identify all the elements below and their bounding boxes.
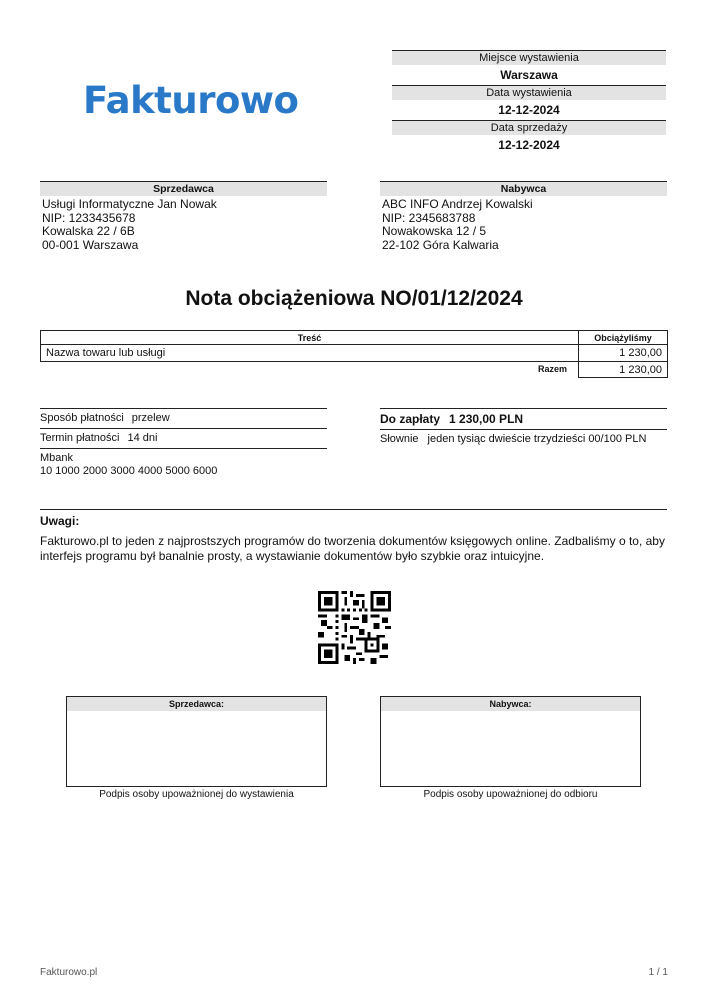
amount-words-row [380,429,667,449]
buyer-header: Nabywca [380,181,667,196]
items-table [40,330,668,362]
seller-name: Usługi Informatyczne Jan Nowak [42,197,217,211]
seller-street: Kowalska 22 / 6B [42,224,135,238]
buyer-street: Nowakowska 12 / 5 [382,224,487,238]
buyer-signature-header: Nabywca: [381,697,640,711]
payment-block [40,408,327,478]
seller-signature-header: Sprzedawca: [67,697,326,711]
seller-nip: NIP: 1233435678 [42,210,136,225]
footer-site: Fakturowo.pl [40,967,98,978]
item-amount: 1 230,00 [579,345,668,362]
payment-method-value: przelew [131,412,170,424]
footer-page-number: 1 / 1 [648,967,668,978]
total-label: Razem [537,364,567,374]
seller-signature-caption: Podpis osoby upoważnionej do wystawienia [99,789,294,800]
seller-header: Sprzedawca [40,181,327,196]
total-row [40,362,668,380]
sale-date-value: 12-12-2024 [498,138,560,152]
amount-due-block [380,408,667,449]
buyer-signature-box [380,696,641,787]
amount-due-row [380,408,667,429]
payment-method-row [40,408,327,428]
document-title: Nota obciążeniowa NO/01/12/2024 [185,287,523,310]
total-value: 1 230,00 [578,362,668,378]
issue-place-value: Warszawa [500,68,558,82]
issue-date-label: Data wystawienia [392,85,666,100]
col-content-header: Treść [41,331,579,345]
payment-method-label: Sposób płatności [40,412,124,424]
sale-date-label: Data sprzedaży [392,120,666,135]
buyer-name: ABC INFO Andrzej Kowalski [382,197,533,211]
notes-text: Fakturowo.pl to jeden z najprostszych programów do tworzenia dokumentów księgowych online. Zadbaliśmy o to, aby interfejs programu był banalnie prosty, a wystawianie dokumentów było szybkie oraz intuicyjne. [40,534,665,563]
buyer-city: 22-102 Góra Kalwaria [382,237,499,252]
bank-name: Mbank [40,452,74,464]
qr-code-icon [318,591,391,664]
buyer-signature-caption: Podpis osoby upoważnionej do odbioru [423,789,598,800]
seller-block [40,181,327,252]
notes-header: Uwagi: [40,514,80,528]
bank-block [40,448,327,478]
bank-account: 10 1000 2000 3000 4000 5000 6000 [40,465,218,477]
amount-due-value: 1 230,00 PLN [449,412,524,426]
document-meta [392,50,666,155]
seller-city: 00-001 Warszawa [42,237,139,252]
payment-term-row [40,428,327,448]
issue-place-label: Miejsce wystawienia [392,50,666,65]
payment-term-value: 14 dni [127,432,158,444]
buyer-block [380,181,667,252]
amount-words-label: Słownie [380,433,419,445]
amount-words-value: jeden tysiąc dwieście trzydzieści 00/100 PLN [427,433,647,445]
payment-term-label: Termin płatności [40,432,120,444]
seller-signature-box [66,696,327,787]
notes-block [40,509,667,564]
amount-due-label: Do zapłaty [380,412,441,426]
issue-date-value: 12-12-2024 [498,103,560,117]
brand-logo: Fakturowo [83,79,299,122]
item-name: Nazwa towaru lub usługi [41,345,579,362]
col-amount-header: Obciążyliśmy [579,331,668,345]
table-row [41,345,668,362]
buyer-nip: NIP: 2345683788 [382,210,476,225]
